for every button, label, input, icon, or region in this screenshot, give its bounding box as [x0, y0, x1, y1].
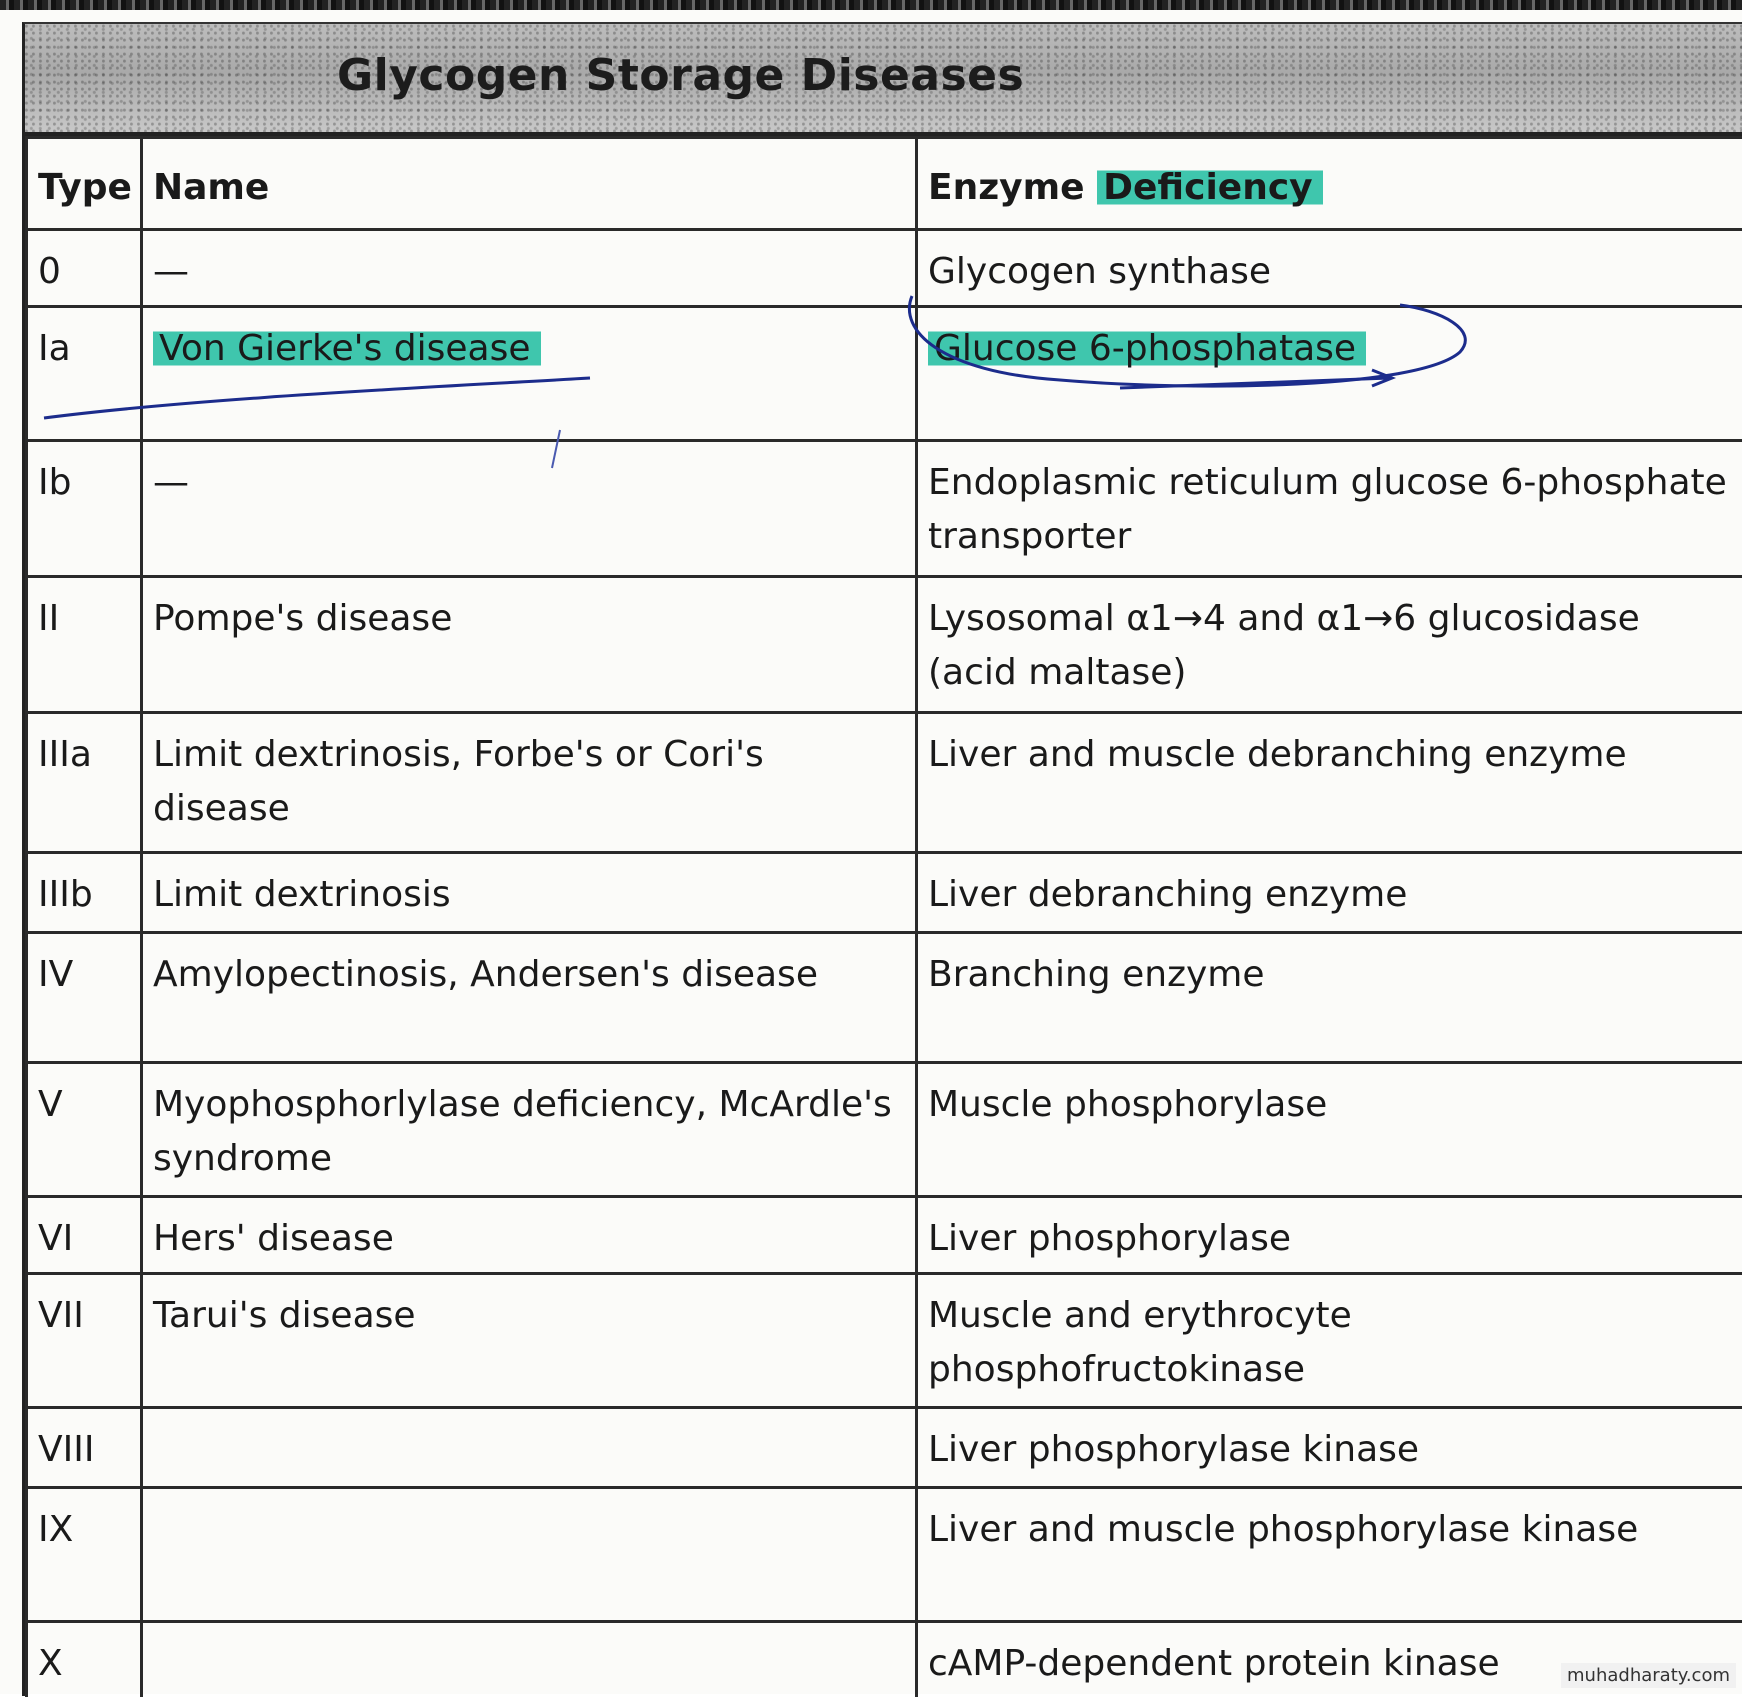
table-row: [27, 1622, 1742, 1697]
table-row: [27, 1197, 1742, 1274]
header-enzyme-deficiency: [917, 138, 1742, 230]
header-type: Type: [27, 138, 142, 230]
cell-enzyme: Liver and muscle phosphorylase kinase: [917, 1488, 1742, 1622]
cell-type: IIIa: [27, 713, 142, 853]
table-row: [27, 1408, 1742, 1488]
cell-type: II: [27, 577, 142, 713]
cell-type: VII: [27, 1274, 142, 1408]
table-body: [27, 230, 1742, 1697]
top-border: [0, 0, 1742, 10]
cell-name: [142, 1408, 917, 1488]
cell-name: Limit dextrinosis, Forbe's or Cori's disease: [142, 713, 917, 853]
highlighted-enzyme-name: Glucose 6-phosphatase: [928, 328, 1366, 369]
cell-name: [142, 1622, 917, 1697]
cell-type: V: [27, 1063, 142, 1197]
page-title: Glycogen Storage Diseases: [337, 50, 1024, 101]
cell-name: Tarui's disease: [142, 1274, 917, 1408]
cell-type: Ib: [27, 441, 142, 577]
title-band: [25, 24, 1742, 136]
cell-enzyme: [917, 307, 1742, 441]
glycogen-storage-table: [25, 136, 1742, 1697]
table-row: [27, 1488, 1742, 1622]
cell-type: X: [27, 1622, 142, 1697]
table-row: [27, 577, 1742, 713]
cell-name: Amylopectinosis, Andersen's disease: [142, 933, 917, 1063]
watermark-label: muhadharaty.com: [1561, 1663, 1736, 1688]
cell-type: IX: [27, 1488, 142, 1622]
cell-enzyme: Branching enzyme: [917, 933, 1742, 1063]
table-row: [27, 230, 1742, 307]
cell-name: [142, 1488, 917, 1622]
table-row: [27, 1063, 1742, 1197]
table-row: [27, 1274, 1742, 1408]
cell-name: Limit dextrinosis: [142, 853, 917, 933]
cell-name: —: [142, 441, 917, 577]
highlighted-deficiency-word: Deficiency: [1097, 167, 1323, 208]
cell-enzyme: Liver and muscle debranching enzyme: [917, 713, 1742, 853]
cell-type: Ia: [27, 307, 142, 441]
cell-name: Myophosphorlylase deficiency, McArdle's syndrome: [142, 1063, 917, 1197]
cell-enzyme: Liver phosphorylase: [917, 1197, 1742, 1274]
table-row: [27, 307, 1742, 441]
cell-enzyme: Liver debranching enzyme: [917, 853, 1742, 933]
header-name: Name: [142, 138, 917, 230]
cell-enzyme: Muscle phosphorylase: [917, 1063, 1742, 1197]
cell-name: Pompe's disease: [142, 577, 917, 713]
header-enzyme-word: Enzyme: [928, 167, 1085, 208]
cell-type: VI: [27, 1197, 142, 1274]
table-row: [27, 853, 1742, 933]
cell-type: IV: [27, 933, 142, 1063]
cell-enzyme: Liver phosphorylase kinase: [917, 1408, 1742, 1488]
cell-type: VIII: [27, 1408, 142, 1488]
table-header-row: [27, 138, 1742, 230]
cell-name: —: [142, 230, 917, 307]
table-sheet: [22, 22, 1742, 1696]
table-row: [27, 713, 1742, 853]
table-row: [27, 441, 1742, 577]
cell-type: 0: [27, 230, 142, 307]
highlighted-disease-name: Von Gierke's disease: [153, 328, 541, 369]
table-row: [27, 933, 1742, 1063]
cell-name: [142, 307, 917, 441]
cell-enzyme: Endoplasmic reticulum glucose 6-phosphate transporter: [917, 441, 1742, 577]
cell-type: IIIb: [27, 853, 142, 933]
cell-enzyme: Glycogen synthase: [917, 230, 1742, 307]
cell-enzyme: cAMP-dependent protein kinase: [917, 1622, 1742, 1697]
cell-name: Hers' disease: [142, 1197, 917, 1274]
cell-enzyme: Lysosomal α1→4 and α1→6 glucosidase (acid maltase): [917, 577, 1742, 713]
cell-enzyme: Muscle and erythrocyte phosphofructokinase: [917, 1274, 1742, 1408]
